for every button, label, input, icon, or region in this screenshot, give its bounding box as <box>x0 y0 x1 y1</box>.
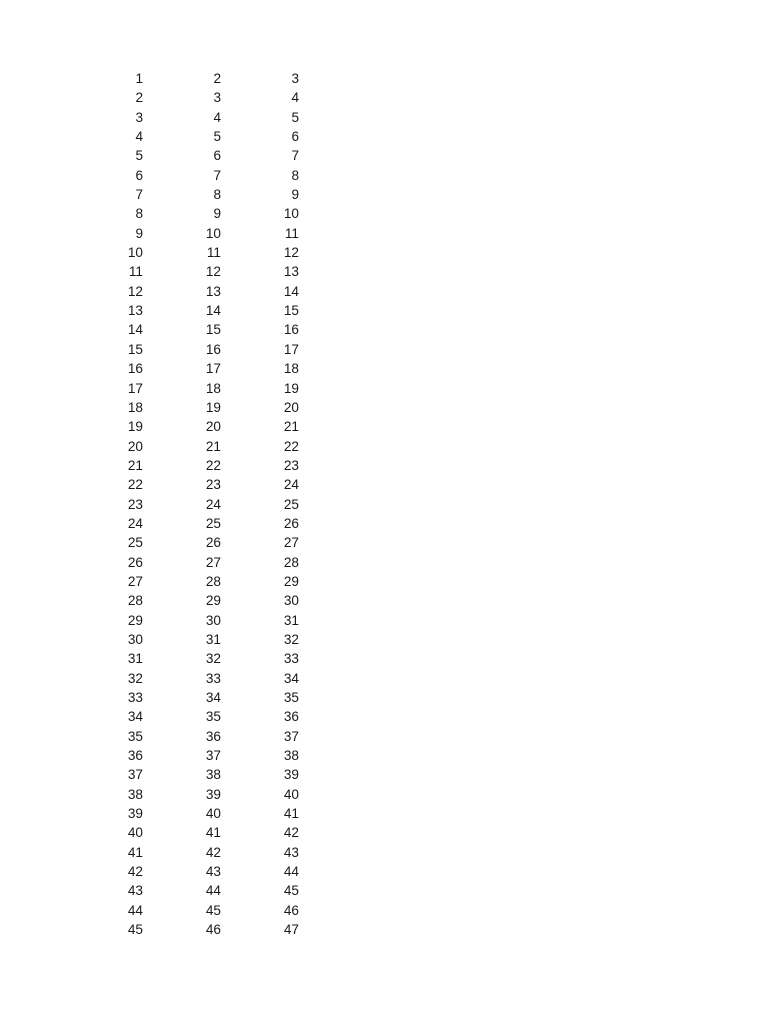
table-row <box>66 88 300 107</box>
table-row <box>66 379 300 398</box>
table-row <box>66 881 300 900</box>
table-cell: 24 <box>127 515 143 531</box>
table-cell: 6 <box>213 148 221 164</box>
table-cell: 29 <box>283 573 299 589</box>
table-cell: 3 <box>213 90 221 106</box>
table-cell: 13 <box>283 264 299 280</box>
table-row <box>66 69 300 88</box>
table-cell: 46 <box>283 902 299 918</box>
table-cell: 26 <box>205 535 221 551</box>
table-cell: 4 <box>213 109 221 125</box>
table-cell: 36 <box>127 748 143 764</box>
table-row <box>66 282 300 301</box>
table-cell: 47 <box>283 922 299 938</box>
table-cell: 41 <box>205 825 221 841</box>
table-cell: 33 <box>283 651 299 667</box>
table-cell: 42 <box>283 825 299 841</box>
table-cell: 22 <box>127 477 143 493</box>
table-cell: 9 <box>135 225 143 241</box>
table-cell: 31 <box>205 631 221 647</box>
table-cell: 34 <box>283 670 299 686</box>
table-cell: 40 <box>205 806 221 822</box>
table-cell: 9 <box>291 187 299 203</box>
table-cell: 27 <box>127 573 143 589</box>
table-cell: 35 <box>283 690 299 705</box>
table-cell: 37 <box>205 748 221 764</box>
table-row <box>66 707 300 726</box>
table-cell: 20 <box>127 438 143 454</box>
table-cell: 43 <box>127 883 143 899</box>
table-cell: 36 <box>205 728 221 744</box>
spreadsheet-page <box>0 69 768 939</box>
table-cell: 27 <box>205 554 221 570</box>
table-row <box>66 243 300 262</box>
table-cell: 19 <box>127 419 143 435</box>
table-cell: 35 <box>127 728 143 744</box>
table-cell: 1 <box>135 71 143 86</box>
table-cell: 9 <box>213 206 221 222</box>
table-row <box>66 320 300 339</box>
table-cell: 36 <box>283 709 299 725</box>
table-cell: 27 <box>283 535 299 551</box>
table-cell: 16 <box>283 322 299 338</box>
table-cell: 30 <box>127 631 143 647</box>
table-cell: 23 <box>205 477 221 493</box>
table-row <box>66 843 300 862</box>
table-cell: 2 <box>213 71 221 86</box>
table-cell: 41 <box>127 844 143 860</box>
table-cell: 10 <box>127 245 143 261</box>
table-cell: 38 <box>283 748 299 764</box>
table-cell: 33 <box>205 670 221 686</box>
table-body <box>66 69 300 939</box>
table-cell: 31 <box>127 651 143 667</box>
table-cell: 44 <box>283 864 299 880</box>
table-cell: 45 <box>283 883 299 899</box>
table-cell: 44 <box>127 902 143 918</box>
table-cell: 2 <box>135 90 143 106</box>
table-cell: 25 <box>283 496 299 512</box>
table-row <box>66 804 300 823</box>
table-row <box>66 785 300 804</box>
table-cell: 3 <box>135 109 143 125</box>
table-row <box>66 475 300 494</box>
table-cell: 29 <box>127 612 143 628</box>
table-cell: 37 <box>283 728 299 744</box>
table-cell: 8 <box>135 206 143 222</box>
table-cell: 23 <box>283 457 299 473</box>
table-row <box>66 340 300 359</box>
table-cell: 35 <box>205 709 221 725</box>
table-cell: 18 <box>283 361 299 377</box>
table-cell: 22 <box>283 438 299 454</box>
table-cell: 17 <box>283 341 299 357</box>
table-cell: 30 <box>283 593 299 609</box>
table-cell: 25 <box>205 515 221 531</box>
table-cell: 28 <box>127 593 143 609</box>
table-cell: 24 <box>283 477 299 493</box>
table-cell: 11 <box>128 264 143 280</box>
table-cell: 45 <box>205 902 221 918</box>
table-cell: 19 <box>205 399 221 415</box>
table-cell: 32 <box>205 651 221 667</box>
table-cell: 4 <box>135 129 143 145</box>
table-row <box>66 262 300 281</box>
table-cell: 13 <box>205 283 221 299</box>
table-row <box>66 746 300 765</box>
table-cell: 5 <box>291 109 299 125</box>
table-row <box>66 649 300 668</box>
table-cell: 32 <box>283 631 299 647</box>
table-row <box>66 456 300 475</box>
table-row <box>66 572 300 591</box>
table-cell: 12 <box>205 264 221 280</box>
table-cell: 18 <box>205 380 221 396</box>
table-row <box>66 301 300 320</box>
table-cell: 13 <box>127 303 143 319</box>
table-cell: 8 <box>291 167 299 183</box>
table-row <box>66 591 300 610</box>
table-cell: 3 <box>291 71 299 86</box>
table-cell: 44 <box>205 883 221 899</box>
table-cell: 40 <box>283 786 299 802</box>
table-row <box>66 108 300 127</box>
table-cell: 15 <box>205 322 221 338</box>
table-cell: 28 <box>205 573 221 589</box>
table-cell: 41 <box>283 806 299 822</box>
table-row <box>66 204 300 223</box>
table-cell: 34 <box>127 709 143 725</box>
table-cell: 11 <box>206 245 221 261</box>
table-row <box>66 669 300 688</box>
table-row <box>66 611 300 630</box>
table-cell: 30 <box>205 612 221 628</box>
table-cell: 5 <box>135 148 143 164</box>
table-cell: 14 <box>283 283 299 299</box>
table-cell: 45 <box>127 922 143 938</box>
table-cell: 10 <box>283 206 299 222</box>
table-cell: 33 <box>127 690 143 705</box>
table-row <box>66 127 300 146</box>
table-cell: 43 <box>205 864 221 880</box>
table-cell: 6 <box>291 129 299 145</box>
table-row <box>66 437 300 456</box>
table-cell: 34 <box>205 690 221 705</box>
table-cell: 42 <box>205 844 221 860</box>
table-cell: 37 <box>127 767 143 783</box>
table-row <box>66 166 300 185</box>
table-row <box>66 630 300 649</box>
table-row <box>66 688 300 707</box>
table-cell: 23 <box>127 496 143 512</box>
table-row <box>66 901 300 920</box>
table-cell: 21 <box>205 438 221 454</box>
table-cell: 46 <box>205 922 221 938</box>
table-row <box>66 862 300 881</box>
table-row <box>66 185 300 204</box>
table-cell: 4 <box>291 90 299 106</box>
table-row <box>66 495 300 514</box>
table-cell: 38 <box>127 786 143 802</box>
table-cell: 21 <box>127 457 143 473</box>
table-cell: 17 <box>127 380 143 396</box>
table-row <box>66 533 300 552</box>
table-row <box>66 823 300 842</box>
table-cell: 14 <box>127 322 143 338</box>
table-cell: 43 <box>283 844 299 860</box>
table-cell: 25 <box>127 535 143 551</box>
table-cell: 16 <box>205 341 221 357</box>
table-cell: 10 <box>205 225 221 241</box>
table-cell: 26 <box>283 515 299 531</box>
table-cell: 8 <box>213 187 221 203</box>
table-row <box>66 398 300 417</box>
table-row <box>66 553 300 572</box>
table-cell: 5 <box>213 129 221 145</box>
number-table <box>66 69 300 939</box>
table-cell: 29 <box>205 593 221 609</box>
table-cell: 38 <box>205 767 221 783</box>
table-cell: 26 <box>127 554 143 570</box>
table-cell: 28 <box>283 554 299 570</box>
table-row <box>66 359 300 378</box>
table-cell: 21 <box>283 419 299 435</box>
table-cell: 17 <box>205 361 221 377</box>
table-row <box>66 514 300 533</box>
table-cell: 40 <box>127 825 143 841</box>
table-row <box>66 224 300 243</box>
table-cell: 14 <box>205 303 221 319</box>
table-cell: 24 <box>205 496 221 512</box>
table-cell: 32 <box>127 670 143 686</box>
table-cell: 39 <box>283 767 299 783</box>
table-cell: 39 <box>205 786 221 802</box>
table-row <box>66 146 300 165</box>
table-cell: 12 <box>127 283 143 299</box>
table-cell: 31 <box>283 612 299 628</box>
table-cell: 12 <box>283 245 299 261</box>
table-cell: 18 <box>127 399 143 415</box>
table-cell: 16 <box>127 361 143 377</box>
table-cell: 20 <box>205 419 221 435</box>
table-row <box>66 417 300 436</box>
table-cell: 15 <box>127 341 143 357</box>
table-cell: 6 <box>135 167 143 183</box>
table-cell: 39 <box>127 806 143 822</box>
table-cell: 7 <box>135 187 143 203</box>
table-cell: 11 <box>284 225 299 241</box>
table-row <box>66 727 300 746</box>
table-cell: 7 <box>291 148 299 164</box>
table-cell: 22 <box>205 457 221 473</box>
table-cell: 15 <box>283 303 299 319</box>
table-cell: 7 <box>213 167 221 183</box>
table-cell: 19 <box>283 380 299 396</box>
table-cell: 20 <box>283 399 299 415</box>
table-row <box>66 765 300 784</box>
table-cell: 42 <box>127 864 143 880</box>
table-row <box>66 920 300 939</box>
